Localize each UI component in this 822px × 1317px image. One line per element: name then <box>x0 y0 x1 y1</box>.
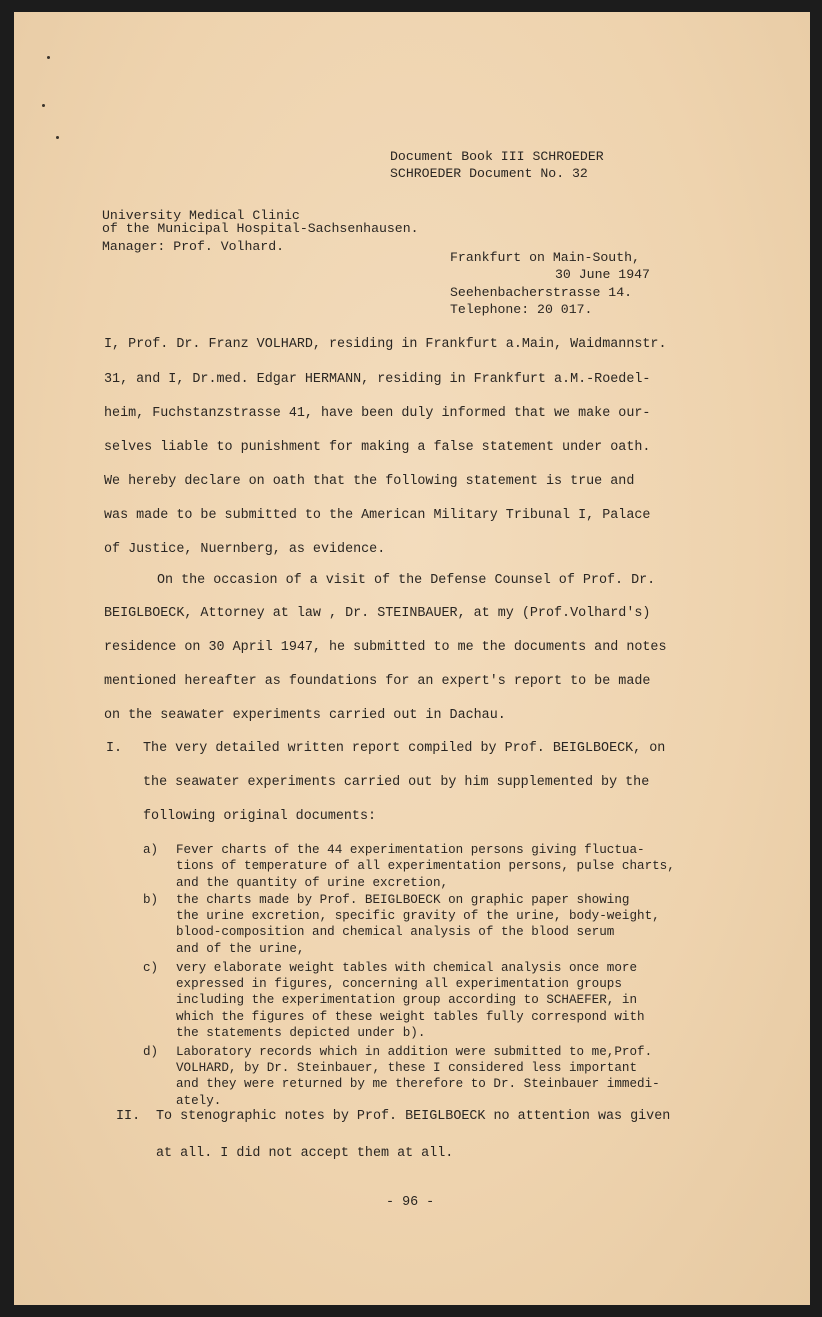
text-line: was made to be submitted to the American Military Tribunal I, Palace <box>104 508 651 523</box>
text-line: and they were returned by me therefore to Dr. Steinbauer immedi- <box>176 1077 660 1091</box>
text-line: heim, Fuchstanzstrasse 41, have been duly informed that we make our- <box>104 406 651 421</box>
list-number: I. <box>106 741 123 756</box>
text-line: which the figures of these weight tables fully correspond with <box>176 1010 645 1024</box>
text-line: VOLHARD, by Dr. Steinbauer, these I considered less important <box>176 1061 638 1075</box>
text-line: mentioned hereafter as foundations for an expert's report to be made <box>104 674 651 689</box>
address-street: Seehenbacherstrasse 14. <box>450 285 633 300</box>
text-line: We hereby declare on oath that the following statement is true and <box>104 474 635 489</box>
text-line: I, Prof. Dr. Franz VOLHARD, residing in Frankfurt a.Main, Waidmannstr. <box>104 337 667 352</box>
text-line: expressed in figures, concerning all experimentation groups <box>176 977 622 991</box>
text-line: the charts made by Prof. BEIGLBOECK on graphic paper showing <box>176 893 630 907</box>
sub-item-letter: c) <box>143 961 159 975</box>
text-line: the statements depicted under b). <box>176 1026 426 1040</box>
paper-speck <box>56 136 59 139</box>
text-line: the seawater experiments carried out by him supplemented by the <box>143 775 650 790</box>
sender-hospital: of the Municipal Hospital-Sachsenhausen. <box>102 221 419 236</box>
paper-speck <box>42 104 45 107</box>
page-number: - 96 - <box>386 1195 435 1210</box>
text-line: of Justice, Nuernberg, as evidence. <box>104 542 386 557</box>
text-line: To stenographic notes by Prof. BEIGLBOECK no attention was given <box>156 1109 671 1124</box>
text-line: including the experimentation group according to SCHAEFER, in <box>176 993 638 1007</box>
text-line: tions of temperature of all experimentation persons, pulse charts, <box>176 859 675 873</box>
text-line: Fever charts of the 44 experimentation persons giving fluctua- <box>176 843 645 857</box>
text-line: The very detailed written report compiled by Prof. BEIGLBOECK, on <box>143 741 666 756</box>
text-line: On the occasion of a visit of the Defense Counsel of Prof. Dr. <box>157 573 656 588</box>
text-line: at all. I did not accept them at all. <box>156 1146 454 1161</box>
list-number: II. <box>116 1109 141 1124</box>
text-line: Laboratory records which in addition were submitted to me,Prof. <box>176 1045 653 1059</box>
text-line: the urine excretion, specific gravity of the urine, body-weight, <box>176 909 660 923</box>
text-line: BEIGLBOECK, Attorney at law , Dr. STEINBAUER, at my (Prof.Volhard's) <box>104 606 651 621</box>
paper-speck <box>47 56 50 59</box>
sub-item-letter: d) <box>143 1045 159 1059</box>
address-city: Frankfurt on Main-South, <box>450 250 640 265</box>
text-line: following original documents: <box>143 809 377 824</box>
text-line: and of the urine, <box>176 942 305 956</box>
text-line: on the seawater experiments carried out in Dachau. <box>104 708 506 723</box>
document-number-line: SCHROEDER Document No. 32 <box>390 166 588 181</box>
document-book-line: Document Book III SCHROEDER <box>390 149 604 164</box>
text-line: residence on 30 April 1947, he submitted to me the documents and notes <box>104 640 667 655</box>
sender-institution: University Medical Clinic <box>102 208 300 223</box>
text-line: very elaborate weight tables with chemical analysis once more <box>176 961 638 975</box>
sub-item-letter: b) <box>143 893 159 907</box>
text-line: ately. <box>176 1094 222 1108</box>
text-line: selves liable to punishment for making a false statement under oath. <box>104 440 651 455</box>
sub-item-letter: a) <box>143 843 159 857</box>
text-line: 31, and I, Dr.med. Edgar HERMANN, residing in Frankfurt a.M.-Roedel- <box>104 372 651 387</box>
text-line: and the quantity of urine excretion, <box>176 876 449 890</box>
address-date: 30 June 1947 <box>555 267 650 282</box>
sender-manager: Manager: Prof. Volhard. <box>102 239 285 254</box>
address-phone: Telephone: 20 017. <box>450 302 593 317</box>
text-line: blood-composition and chemical analysis of the blood serum <box>176 925 615 939</box>
